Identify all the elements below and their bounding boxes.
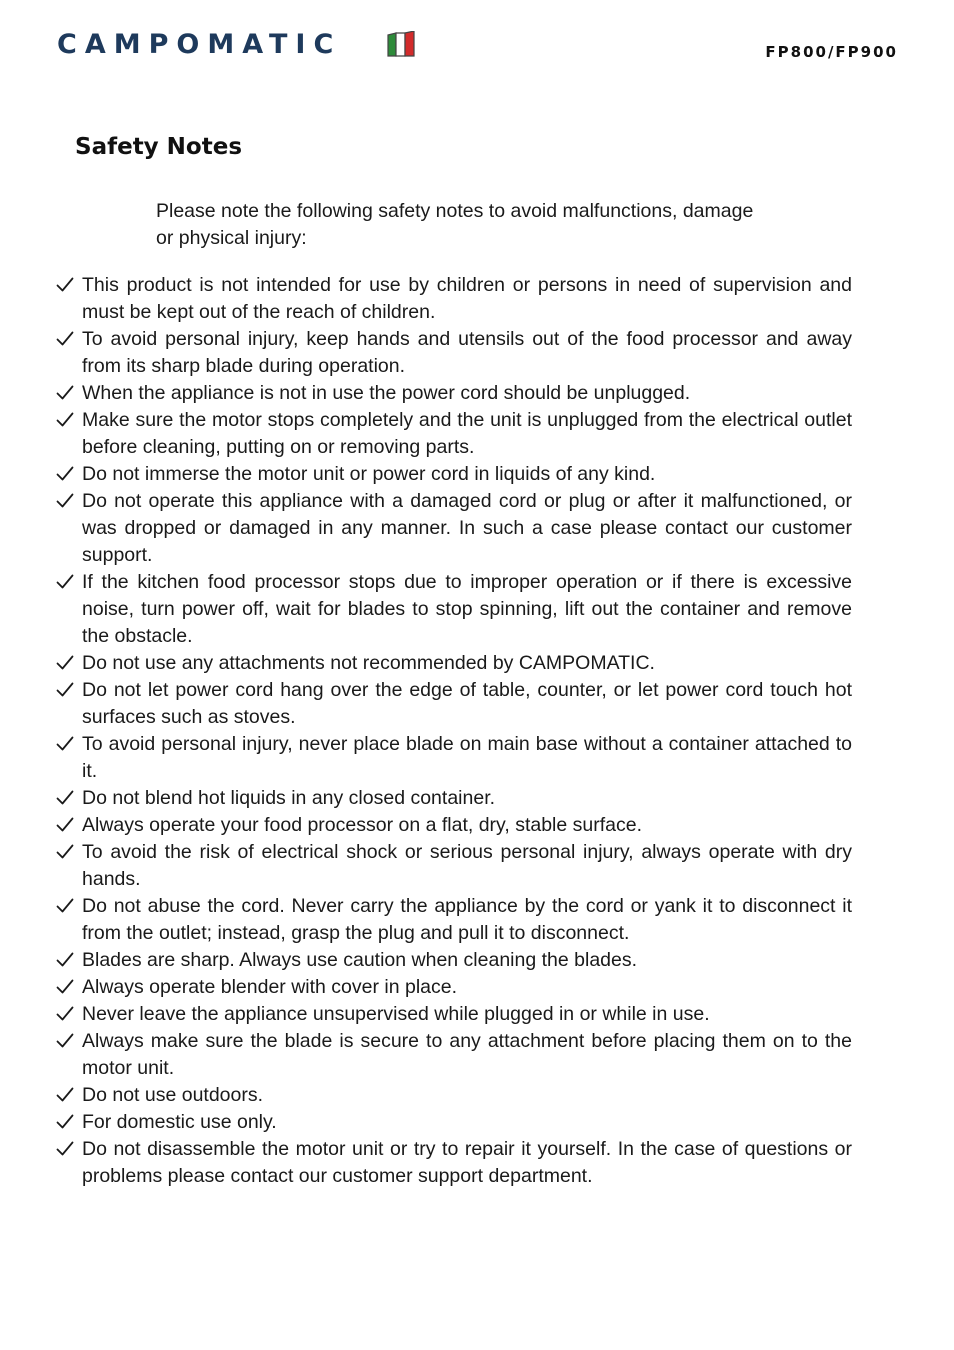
safety-note-text: Always make sure the blade is secure to any attachment before placing them on to the motor unit. [82, 1030, 852, 1079]
safety-note-text: To avoid the risk of electrical shock or serious personal injury, always operate with dry hands. [82, 841, 852, 890]
safety-note-item [56, 731, 852, 785]
brand-logo [57, 28, 419, 62]
checkmark-icon [56, 331, 74, 347]
safety-note-item [56, 1136, 852, 1190]
safety-note-text: Do not use any attachments not recommended by CAMPOMATIC. [82, 652, 655, 674]
safety-note-text: This product is not intended for use by children or persons in need of supervision and must be kept out of the reach of children. [82, 274, 852, 323]
safety-note-item [56, 785, 852, 812]
safety-note-item [56, 1109, 852, 1136]
checkmark-icon [56, 1114, 74, 1130]
safety-note-text: Do not blend hot liquids in any closed container. [82, 787, 496, 809]
safety-note-item [56, 272, 852, 326]
page-header [0, 0, 954, 80]
safety-note-item [56, 650, 852, 677]
checkmark-icon [56, 1087, 74, 1103]
safety-note-item [56, 461, 852, 488]
checkmark-icon [56, 277, 74, 293]
checkmark-icon [56, 898, 74, 914]
safety-note-item [56, 569, 852, 650]
safety-notes-list [56, 272, 852, 1190]
checkmark-icon [56, 1141, 74, 1157]
safety-note-item [56, 974, 852, 1001]
safety-note-text: Make sure the motor stops completely and the unit is unplugged from the electrical outlet before cleaning, putting on or removing parts. [82, 409, 852, 458]
checkmark-icon [56, 466, 74, 482]
safety-note-text: If the kitchen food processor stops due to improper operation or if there is excessive noise, turn power off, wait for blades to stop spinning, lift out the container and remove the obstacle. [82, 571, 852, 647]
safety-note-text: Do not operate this appliance with a damaged cord or plug or after it malfunctioned, or was dropped or damaged in any manner. In such a case please contact our customer support. [82, 490, 852, 566]
safety-note-item [56, 812, 852, 839]
safety-note-item [56, 839, 852, 893]
checkmark-icon [56, 412, 74, 428]
safety-note-text: Do not use outdoors. [82, 1084, 264, 1106]
safety-note-text: When the appliance is not in use the power cord should be unplugged. [82, 382, 691, 404]
safety-note-text: Always operate blender with cover in place. [82, 976, 458, 998]
safety-note-item [56, 380, 852, 407]
checkmark-icon [56, 493, 74, 509]
safety-note-item [56, 1028, 852, 1082]
model-number: FP800/FP900 [765, 43, 898, 61]
safety-note-item [56, 326, 852, 380]
safety-note-item [56, 947, 852, 974]
checkmark-icon [56, 1033, 74, 1049]
safety-note-text: To avoid personal injury, never place blade on main base without a container attached to it. [82, 733, 852, 782]
checkmark-icon [56, 844, 74, 860]
safety-note-item [56, 488, 852, 569]
checkmark-icon [56, 574, 74, 590]
safety-note-text: Blades are sharp. Always use caution when cleaning the blades. [82, 949, 638, 971]
italian-flag-icon [386, 31, 416, 58]
checkmark-icon [56, 817, 74, 833]
safety-note-item [56, 407, 852, 461]
checkmark-icon [56, 385, 74, 401]
intro-paragraph: Please note the following safety notes to avoid malfunctions, damage or physical injury: [156, 200, 754, 249]
safety-note-text: Do not disassemble the motor unit or try to repair it yourself. In the case of questions or problems please contact our customer support department. [82, 1138, 852, 1187]
safety-note-text: Do not immerse the motor unit or power cord in liquids of any kind. [82, 463, 656, 485]
safety-note-text: To avoid personal injury, keep hands and utensils out of the food processor and away from its sharp blade during operation. [82, 328, 852, 377]
checkmark-icon [56, 952, 74, 968]
safety-note-item [56, 1001, 852, 1028]
safety-note-text: Never leave the appliance unsupervised while plugged in or while in use. [82, 1003, 710, 1025]
checkmark-icon [56, 655, 74, 671]
safety-note-item [56, 1082, 852, 1109]
safety-note-item [56, 677, 852, 731]
checkmark-icon [56, 1006, 74, 1022]
safety-note-text: Do not abuse the cord. Never carry the appliance by the cord or yank it to disconnect it from the outlet; instead, grasp the plug and pull it to disconnect. [82, 895, 852, 944]
safety-note-item [56, 893, 852, 947]
page-title: Safety Notes [75, 134, 243, 160]
checkmark-icon [56, 736, 74, 752]
safety-note-text: Do not let power cord hang over the edge of table, counter, or let power cord touch hot surfaces such as stoves. [82, 679, 852, 728]
brand-name: CAMPOMATIC [57, 29, 342, 60]
safety-note-text: For domestic use only. [82, 1111, 277, 1133]
checkmark-icon [56, 682, 74, 698]
checkmark-icon [56, 790, 74, 806]
safety-note-text: Always operate your food processor on a flat, dry, stable surface. [82, 814, 643, 836]
checkmark-icon [56, 979, 74, 995]
